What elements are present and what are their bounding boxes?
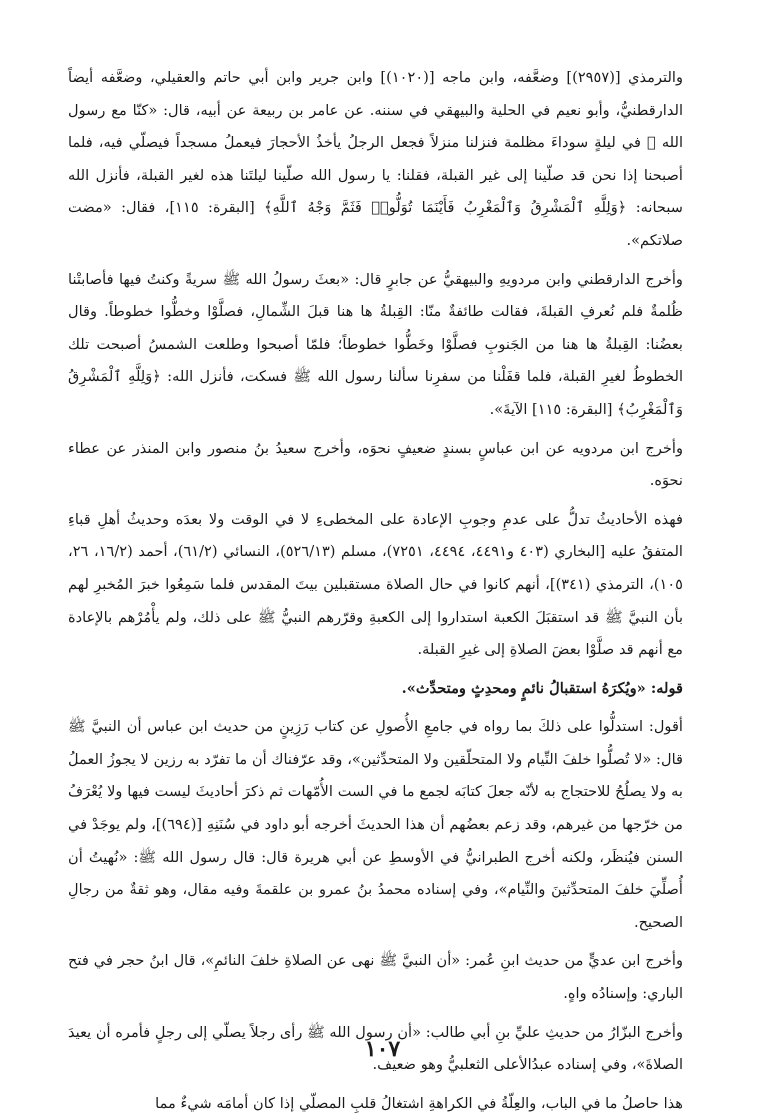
paragraph-7: وأخرج ابن عديٍّ من حديث ابنِ عُمر: «أن النبيَّ ﷺ نهى عن الصلاةِ خلفَ النائمِ»، قال ابنُ حجر في فتح الباري: وإسنادُه واهٍ. <box>68 952 683 1003</box>
paragraph-1: والترمذي [(٢٩٥٧)] وضعَّفه، وابن ماجه [(١٠٢٠)] وابن جرير وابن أبي حاتم والعقيلي، وضعَّفه أيضاً الدارقطنيُّ، وأبو نعيم في الحلية والبيهقي في سننه. عن عامر بن ربيعة عن أبيه، قال: «كنّا مع رسول الله ﷺ في ليلةٍ سوداءَ مظلمة فنزلنا منزلاً فجعل الرجلُ يأخذُ الأحجارَ فيعملُ مسجداً فيصلّي فيه، فلما أصبحنا إذا نحن قد صلّينا إلى غير القبلة، فقلنا: يا رسول الله صلّينا ليلتَنا هذه لغير القبلة، فأنزل الله سبحانه: ﴿وَلِلَّهِ ٱلْمَشْرِقُ وَٱلْمَغْرِبُ فَأَيْنَمَا تُوَلُّوا۟ فَثَمَّ وَجْهُ ٱللَّهِ﴾ [البقرة: ١١٥]، فقال: «مضت صلاتكم». <box>68 69 684 249</box>
paragraph-2: وأخرج الدارقطني وابن مردويهِ والبيهقيُّ عن جابرٍ قال: «بعثَ رسولُ الله ﷺ سريةً وكنتُ فيها فأصابتْنا ظُلمةٌ فلم نُعرفِ القبلةَ، فقالت طائفةٌ منّا: القِبلةُ ها هنا قبلَ الشِّمالِ، فصلَّوْا وخطُّوا خطوطاً. وقال بعضُنا: القِبلةُ ها هنا من الجَنوبِ فصلَّوْا وخَطُّوا خطوطاً؛ فلمّا أصبحوا وطلعت الشمسُ أصبحت تلك الخطوطُ لغيرِ القبلة، فلما قفَلْنا من سفرِنا سألنا رسول الله ﷺ فسكت، فأنزل الله: ﴿وَلِلَّهِ ٱلْمَشْرِقُ وَٱلْمَغْرِبُ﴾ [البقرة: ١١٥] الآيةَ». <box>68 270 683 418</box>
paragraph-4: فهذه الأحاديثُ تدلُّ على عدمِ وجوبِ الإعادة على المخطىءِ لا في الوقت ولا بعدَه وحديثُ أهلِ قباءِ المتفقُ عليه [البخاري (٤٠٣ و٤٤٩١، ٤٤٩٤، ٧٢٥١)، مسلم (٥٢٦/١٣)، النسائي (٦١/٢)، أحمد (١٦/٢، ٢٦، ١٠٥)، الترمذي (٣٤١)]، أنهم كانوا في حال الصلاة مستقبلين بيتَ المقدس فلما سَمِعُوا خبرَ المُخبرِ لهم بأن النبيَّ ﷺ قد استقبَلَ الكعبة استداروا إلى الكعبةِ وقرّرهم النبيُّ ﷺ على ذلك، ولم يأْمُرْهم بالإعادة مع أنهم قد صلَّوْا بعضَ الصلاةِ إلى غيرِ القبلة. <box>68 510 683 659</box>
paragraph-9: هذا حاصلُ ما في الباب، والعِلّةُ في الكراهةِ اشتغالُ قلبِ المصلّي إذا كان أمامَه شيءٌ مما <box>155 1094 683 1112</box>
page-number: ١٠٧ <box>364 1036 401 1062</box>
paragraph-8: وأخرج البزّارُ من حديثِ عليِّ بنِ أبي طالب: «أن رسول الله ﷺ رأى رجلاً يصلّي إلى رجلٍ فأمره أن يعيدَ الصلاةَ»، وفي إسناده عبدُالأعلى الثعلبيُّ وهو ضعيف. <box>68 1023 683 1074</box>
paragraph-3: وأخرج ابن مردويه عن ابن عباسٍ بسندٍ ضعيفٍ نحوَه، وأخرج سعيدُ بنُ منصور وابن المنذر عن عطاء نحوَه. <box>68 439 683 490</box>
paragraph-6: أقول: استدلُّوا على ذلكَ بما رواه في جامعِ الأُصولِ عن كتاب رَزِينٍ من حديث ابن عباس أن النبيَّ ﷺ قال: «لا تُصلُّوا خلفَ النِّيام ولا المتحلّقين ولا المتحدِّثين»، وقد عرّفناك أن ما تفرّد به رزين لا يجوزُ العملُ به ولا يصلُحُ للاحتجاج به لأنّه جعلَ كتابَه لجمع ما في الست الأُمّهات ثم ذكرَ أحاديثَ ليست فيها ولا يُعْرَفُ من خرّجها من غيرهم، وقد زعم بعضُهم أن هذا الحديثَ أخرجه أبو داود في سُنَنِهِ [(٦٩٤)]، ولم يوجَدْ في السنن فيُنظَر، ولكنه أخرج الطبرانيُّ في الأوسطِ عن أبي هريرة قال: قال رسول الله ﷺ: «نُهيتُ أن أُصلِّيَ خلفَ المتحدِّثينَ والنِّيام»، وفي إسناده محمدُ بنُ عمرو بن علقمةَ وفيه مقال، وهو ثقةٌ من رجالِ الصحيح. <box>68 718 683 931</box>
section-heading-quote: قوله: «ويُكرَهُ استقبالُ نائمٍ ومحدِثٍ ومتحدِّث». <box>401 679 683 697</box>
